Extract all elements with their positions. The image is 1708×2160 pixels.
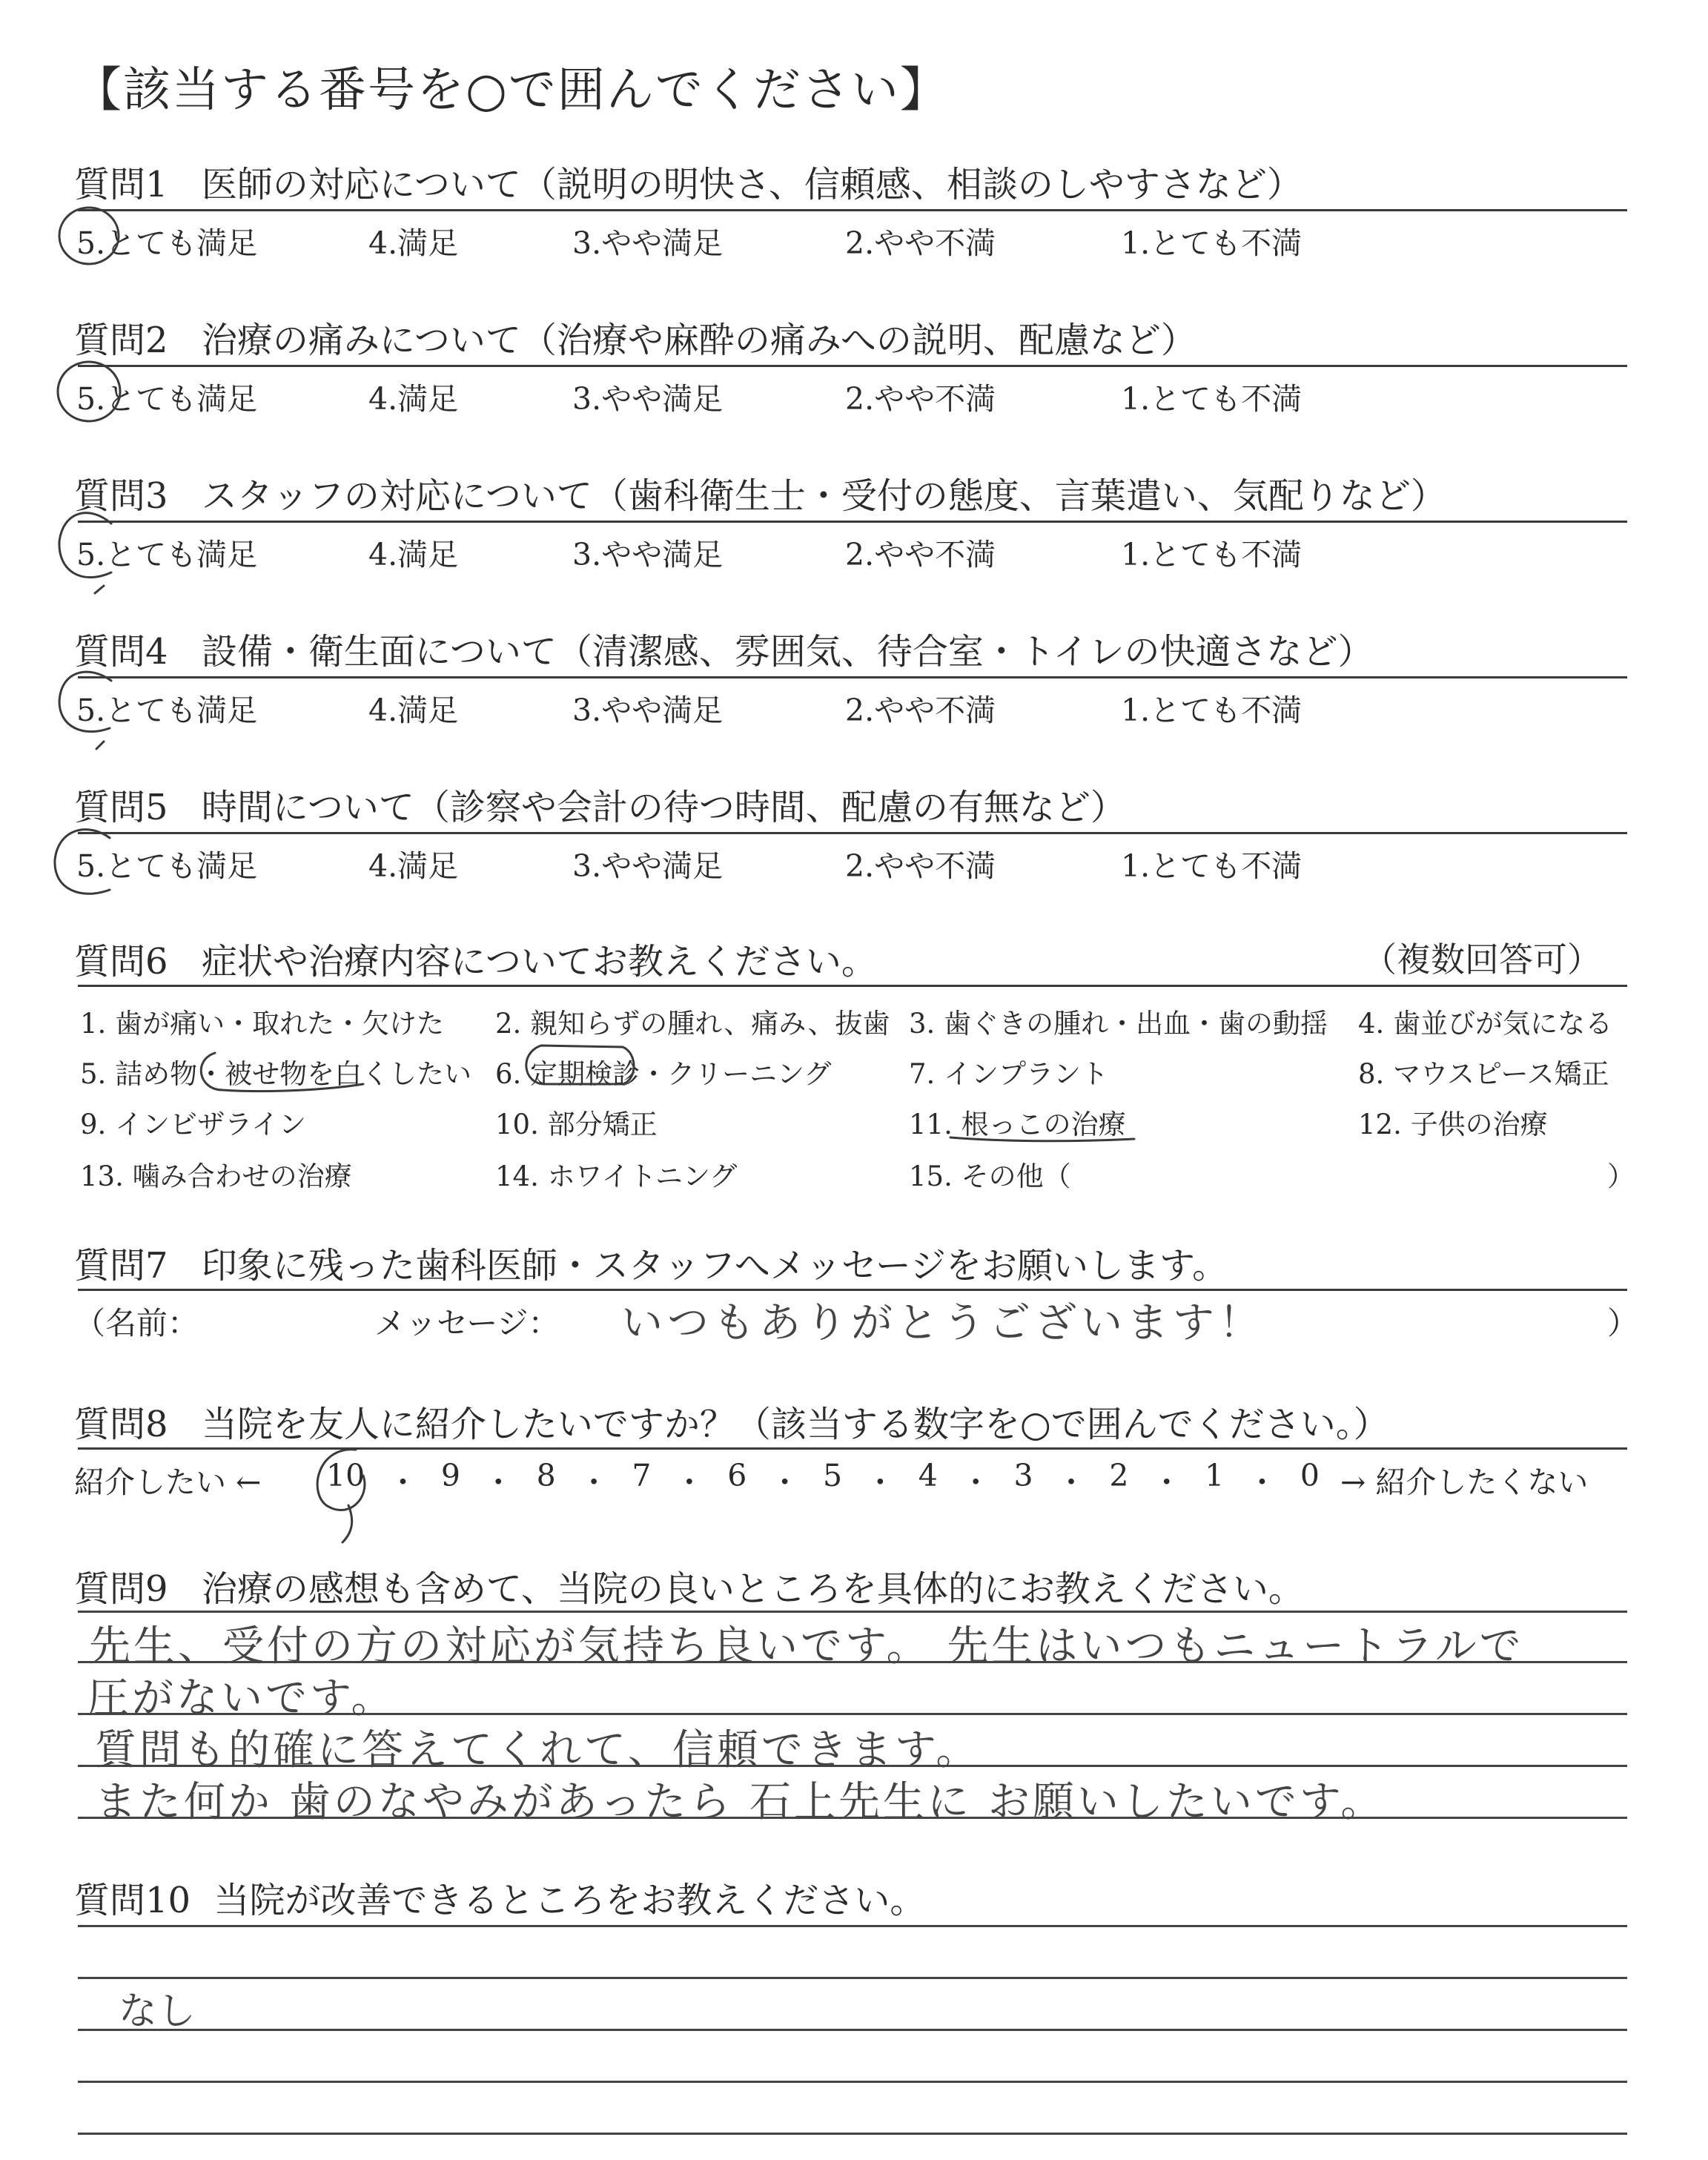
q6-other-close-paren: ） <box>1607 1160 1635 1192</box>
q5-label: 質問5 <box>74 787 168 828</box>
q3-option-2[interactable]: 2.やや不満 <box>845 537 996 572</box>
q1-option-5[interactable]: 5.とても満足 <box>76 225 258 261</box>
q2-option-1[interactable]: 1.とても不満 <box>1121 381 1302 417</box>
q8-label: 質問8 <box>74 1404 168 1445</box>
q8-score-1[interactable]: 1 <box>1205 1458 1225 1493</box>
q1-option-2[interactable]: 2.やや不満 <box>845 225 996 261</box>
q8-heading <box>74 1396 1389 1447</box>
q5-option-1[interactable]: 1.とても不満 <box>1121 848 1302 884</box>
q6-item-3[interactable]: 3. 歯ぐきの腫れ・出血・歯の動揺 <box>909 1008 1328 1040</box>
q8-text: 当院を友人に紹介したいですか？（該当する数字を○で囲んでください。） <box>201 1404 1389 1445</box>
q8-score-2[interactable]: 2 <box>1109 1458 1129 1493</box>
q8-separator: ・ <box>960 1464 991 1500</box>
q8-separator: ・ <box>674 1464 705 1500</box>
q5-option-5[interactable]: 5.とても満足 <box>76 848 258 884</box>
q8-separator: ・ <box>1151 1464 1182 1500</box>
q6-item-5[interactable]: 5. 詰め物・被せ物を白くしたい <box>80 1058 472 1090</box>
q8-separator: ・ <box>864 1464 896 1500</box>
q8-score-10[interactable]: 10 <box>326 1458 365 1493</box>
q7-text: 印象に残った歯科医師・スタッフへメッセージをお願いします。 <box>201 1245 1228 1287</box>
q1-text: 医師の対応について（説明の明快さ、信頼感、相談のしやすさなど） <box>201 164 1302 205</box>
q7-message-label: メッセージ： <box>374 1305 560 1341</box>
q4-option-3[interactable]: 3.やや満足 <box>572 693 724 728</box>
q9-rule <box>78 1611 1627 1613</box>
q6-item-13[interactable]: 13. 噛み合わせの治療 <box>80 1160 352 1192</box>
q4-rule <box>78 676 1627 678</box>
q8-separator: ・ <box>388 1464 419 1500</box>
q10-answer-line-2[interactable]: なし <box>119 1989 196 2034</box>
q1-option-3[interactable]: 3.やや満足 <box>572 225 724 261</box>
form-title: 【該当する番号を○で囲んでください】 <box>74 63 949 118</box>
q6-item-15[interactable]: 15. その他（ <box>909 1160 1071 1192</box>
q6-rule <box>78 985 1627 987</box>
q5-heading <box>74 779 1126 830</box>
q6-multiple-note: （複数回答可） <box>1363 939 1601 980</box>
q8-separator: ・ <box>578 1464 609 1500</box>
q3-rule <box>78 521 1627 523</box>
q10-text: 当院が改善できるところをお教えください。 <box>214 1880 926 1921</box>
q8-scale <box>326 1458 1320 1502</box>
q2-option-2[interactable]: 2.やや不満 <box>845 381 996 417</box>
q8-score-6[interactable]: 6 <box>727 1458 747 1493</box>
q6-item-10[interactable]: 10. 部分矯正 <box>495 1109 658 1140</box>
q1-label: 質問1 <box>74 164 168 205</box>
q6-item-4[interactable]: 4. 歯並びが気になる <box>1358 1008 1613 1040</box>
q6-item-11[interactable]: 11. 根っこの治療 <box>909 1109 1126 1140</box>
q7-name-label: （名前： <box>74 1305 199 1341</box>
q8-left-label: 紹介したい ← <box>74 1464 262 1500</box>
q9-heading <box>74 1560 1304 1611</box>
q6-heading <box>74 933 877 984</box>
q8-score-8[interactable]: 8 <box>536 1458 556 1493</box>
q8-score-9[interactable]: 9 <box>440 1458 460 1493</box>
q2-heading <box>74 311 1196 363</box>
q2-option-4[interactable]: 4.満足 <box>368 381 459 417</box>
q2-option-5[interactable]: 5.とても満足 <box>76 381 258 417</box>
q9-answer-line-1[interactable]: 先生、受付の方の対応が気持ち良いです。 先生はいつもニュートラルで <box>89 1622 1524 1671</box>
q2-text: 治療の痛みについて（治療や麻酔の痛みへの説明、配慮など） <box>201 320 1196 361</box>
q8-right-label: → 紹介したくない <box>1340 1464 1589 1500</box>
q4-option-1[interactable]: 1.とても不満 <box>1121 693 1302 728</box>
q5-rule <box>78 832 1627 834</box>
q4-option-4[interactable]: 4.満足 <box>368 693 459 728</box>
q1-option-1[interactable]: 1.とても不満 <box>1121 225 1302 261</box>
q2-option-3[interactable]: 3.やや満足 <box>572 381 724 417</box>
q6-text: 症状や治療内容についてお教えください。 <box>201 941 877 982</box>
q9-text: 治療の感想も含めて、当院の良いところを具体的にお教えください。 <box>201 1568 1304 1610</box>
q7-message-value[interactable]: いつもありがとうございます！ <box>621 1299 1265 1347</box>
q5-text: 時間について（診察や会計の待つ時間、配慮の有無など） <box>201 787 1126 828</box>
q10-answer-line-rule <box>78 2133 1627 2135</box>
q6-item-6[interactable]: 6. 定期検診・クリーニング <box>495 1058 832 1090</box>
q9-answer-line-4[interactable]: また何か 歯のなやみがあったら 石上先生に お願いしたいです。 <box>95 1778 1386 1826</box>
q8-score-4[interactable]: 4 <box>918 1458 938 1493</box>
q4-label: 質問4 <box>74 631 168 673</box>
q4-option-5[interactable]: 5.とても満足 <box>76 693 258 728</box>
q4-text: 設備・衛生面について（清潔感、雰囲気、待合室・トイレの快適さなど） <box>201 631 1374 673</box>
q2-label: 質問2 <box>74 320 168 361</box>
q3-option-3[interactable]: 3.やや満足 <box>572 537 724 572</box>
q10-label: 質問10 <box>74 1880 191 1921</box>
q4-heading <box>74 623 1373 674</box>
q1-heading <box>74 156 1302 207</box>
q6-label: 質問6 <box>74 941 168 982</box>
q6-item-7[interactable]: 7. インプラント <box>909 1058 1109 1090</box>
q6-item-14[interactable]: 14. ホワイトニング <box>495 1160 738 1192</box>
q3-label: 質問3 <box>74 475 168 517</box>
q8-score-0[interactable]: 0 <box>1300 1458 1320 1493</box>
q3-text: スタッフの対応について（歯科衛生士・受付の態度、言葉遣い、気配りなど） <box>201 475 1446 517</box>
q6-item-9[interactable]: 9. インビザライン <box>80 1109 306 1140</box>
q10-answer-line-rule <box>78 2029 1627 2031</box>
q3-option-1[interactable]: 1.とても不満 <box>1121 537 1302 572</box>
q6-item-8[interactable]: 8. マウスピース矯正 <box>1358 1058 1609 1090</box>
q10-heading <box>74 1872 925 1923</box>
q8-score-5[interactable]: 5 <box>822 1458 843 1493</box>
q3-heading <box>74 467 1446 518</box>
q9-answer-line-3[interactable]: 質問も的確に答えてくれて、信頼できます。 <box>95 1726 981 1774</box>
q8-separator: ・ <box>1056 1464 1087 1500</box>
q3-option-4[interactable]: 4.満足 <box>368 537 459 572</box>
q7-heading <box>74 1237 1228 1288</box>
q6-item-12[interactable]: 12. 子供の治療 <box>1358 1109 1548 1140</box>
q8-separator: ・ <box>769 1464 801 1500</box>
q10-answer-line-rule <box>78 1977 1627 1979</box>
q1-rule <box>78 209 1627 211</box>
q6-item-2[interactable]: 2. 親知らずの腫れ、痛み、抜歯 <box>495 1008 890 1040</box>
q10-answer-line-rule <box>78 2081 1627 2083</box>
q8-score-7[interactable]: 7 <box>632 1458 652 1493</box>
q5-option-2[interactable]: 2.やや不満 <box>845 848 996 884</box>
q1-option-4[interactable]: 4.満足 <box>368 225 459 261</box>
q2-rule <box>78 365 1627 367</box>
q5-option-4[interactable]: 4.満足 <box>368 848 459 884</box>
q8-score-3[interactable]: 3 <box>1013 1458 1033 1493</box>
q6-item-1[interactable]: 1. 歯が痛い・取れた・欠けた <box>80 1008 445 1040</box>
q5-option-3[interactable]: 3.やや満足 <box>572 848 724 884</box>
q7-label: 質問7 <box>74 1245 168 1287</box>
q8-separator: ・ <box>483 1464 514 1500</box>
q7-close-paren: ） <box>1607 1305 1639 1341</box>
q9-label: 質問9 <box>74 1568 168 1610</box>
q9-answer-line-2[interactable]: 圧がないです。 <box>87 1674 396 1723</box>
q3-option-5[interactable]: 5.とても満足 <box>76 537 258 572</box>
q8-rule <box>78 1447 1627 1450</box>
q10-rule <box>78 1925 1627 1927</box>
q8-separator: ・ <box>1247 1464 1278 1500</box>
q4-option-2[interactable]: 2.やや不満 <box>845 693 996 728</box>
